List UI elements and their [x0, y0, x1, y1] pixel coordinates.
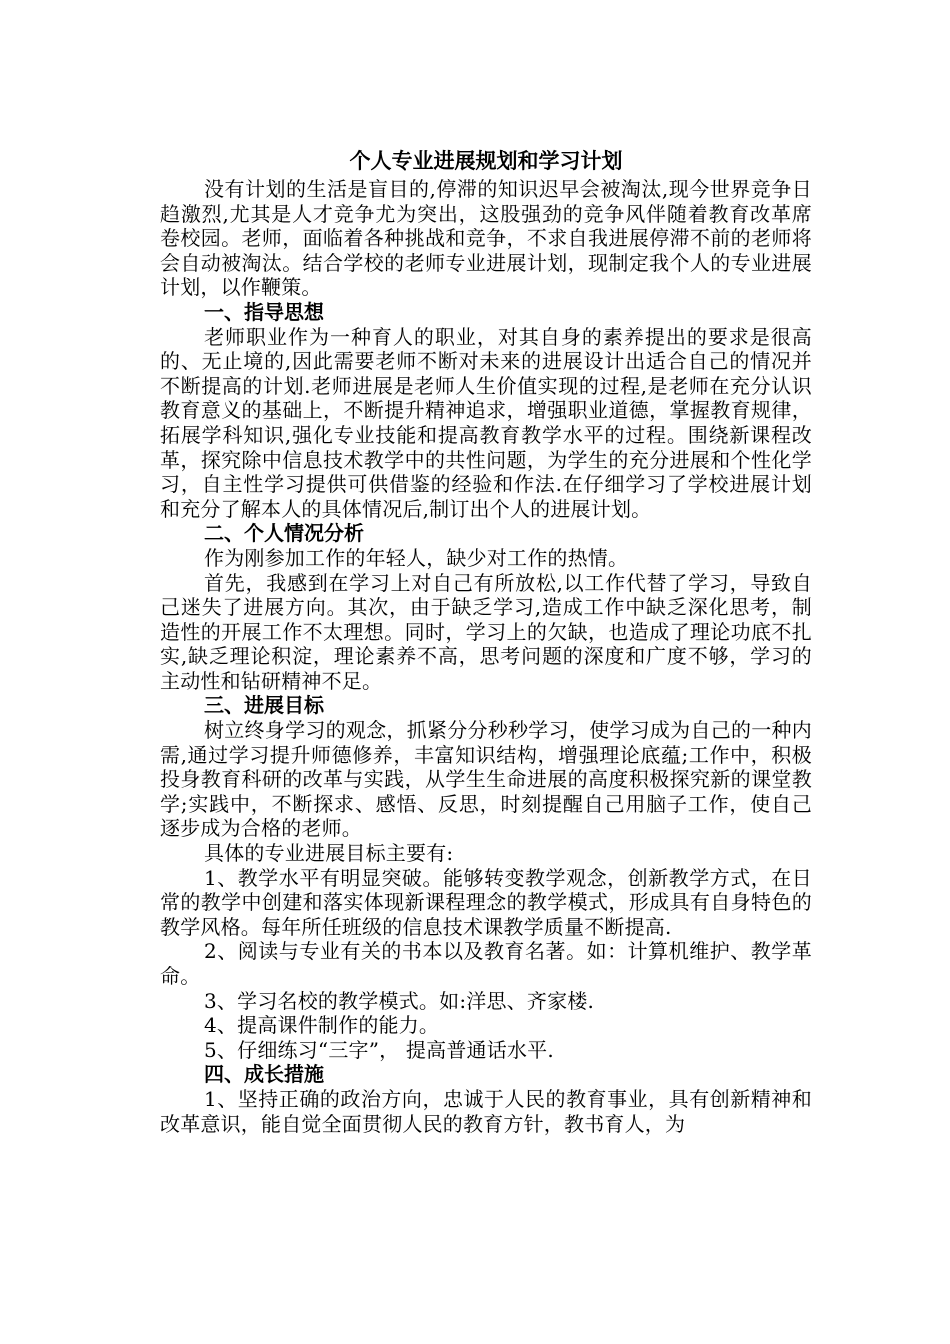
goal-item-4: 4、提高课件制作的能力。 — [204, 1013, 440, 1038]
goal-item-3: 3、学习名校的教学模式。如:洋思、齐家楼. — [204, 988, 595, 1013]
section-heading-guiding-thought: 一、指导思想 — [204, 299, 324, 324]
personal-analysis-paragraph-2: 首先，我感到在学习上对自己有所放松,以工作代替了学习，导致自己迷失了进展方向。其次，由于缺乏学习,造成工作中缺乏深化思考，制造性的开展工作不太理想。同时，学习上的欠缺，也造成了理论功底不扎实,缺乏理论积淀，理论素养不高，思考问题的深度和广度不够，学习的主动性和钻研精神不足。 — [160, 570, 812, 693]
section-heading-personal-analysis: 二、个人情况分析 — [204, 521, 364, 546]
guiding-thought-paragraph: 老师职业作为一种育人的职业，对其自身的素养提出的要求是很高的、无止境的,因此需要老师不断对未来的进展设计出适合自己的情况并不断提高的计划.老师进展是老师人生价值实现的过程,是老师在充分认识教育意义的基础上，不断提升精神追求，增强职业道德，掌握教育规律，拓展学科知识,强化专业技能和提高教育教学水平的过程。围绕新课程改革，探究除中信息技术教学中的共性问题，为学生的充分进展和个性化学习，自主性学习提供可供借鉴的经验和作法.在仔细学习了学校进展计划和充分了解本人的具体情况后,制订出个人的进展计划。 — [160, 324, 812, 521]
goals-paragraph-2: 具体的专业进展目标主要有: — [204, 841, 454, 866]
goal-item-1: 1、教学水平有明显突破。能够转变教学观念，创新教学方式，在日常的教学中创建和落实体现新课程理念的教学模式，形成具有自身特色的教学风格。每年所任班级的信息技术课教学质量不断提高. — [160, 865, 812, 939]
section-heading-goals: 三、进展目标 — [204, 693, 324, 718]
document-page — [160, 145, 812, 1136]
document-title: 个人专业进展规划和学习计划 — [349, 148, 623, 173]
section-heading-measures: 四、成长措施 — [204, 1062, 324, 1087]
intro-paragraph: 没有计划的生活是盲目的,停滞的知识迟早会被淘汰,现今世界竞争日趋激烈,尤其是人才竞争尤为突出，这股强劲的竞争风伴随着教育改革席卷校园。老师，面临着各种挑战和竞争，不求自我进展停滞不前的老师将会自动被淘汰。结合学校的老师专业进展计划，现制定我个人的专业进展计划，以作鞭策。 — [160, 177, 812, 300]
measure-item-1: 1、坚持正确的政治方向，忠诚于人民的教育事业，具有创新精神和改革意识，能自觉全面贯彻人民的教育方针，教书育人，为 — [160, 1086, 812, 1136]
goal-item-2: 2、阅读与专业有关的书本以及教育名著。如：计算机维护、教学革命。 — [160, 939, 812, 988]
personal-analysis-paragraph-1: 作为刚参加工作的年轻人，缺少对工作的热情。 — [204, 545, 629, 570]
goal-item-5: 5、仔细练习“三字”， 提高普通话水平. — [204, 1037, 554, 1062]
goals-paragraph-1: 树立终身学习的观念，抓紧分分秒秒学习，使学习成为自己的一种内需,通过学习提升师德修养，丰富知识结构，增强理论底蕴;工作中，积极投身教育科研的改革与实践，从学生生命进展的高度积极探究新的课堂教学;实践中，不断探求、感悟、反思，时刻提醒自己用脑子工作，使自己逐步成为合格的老师。 — [160, 718, 812, 841]
